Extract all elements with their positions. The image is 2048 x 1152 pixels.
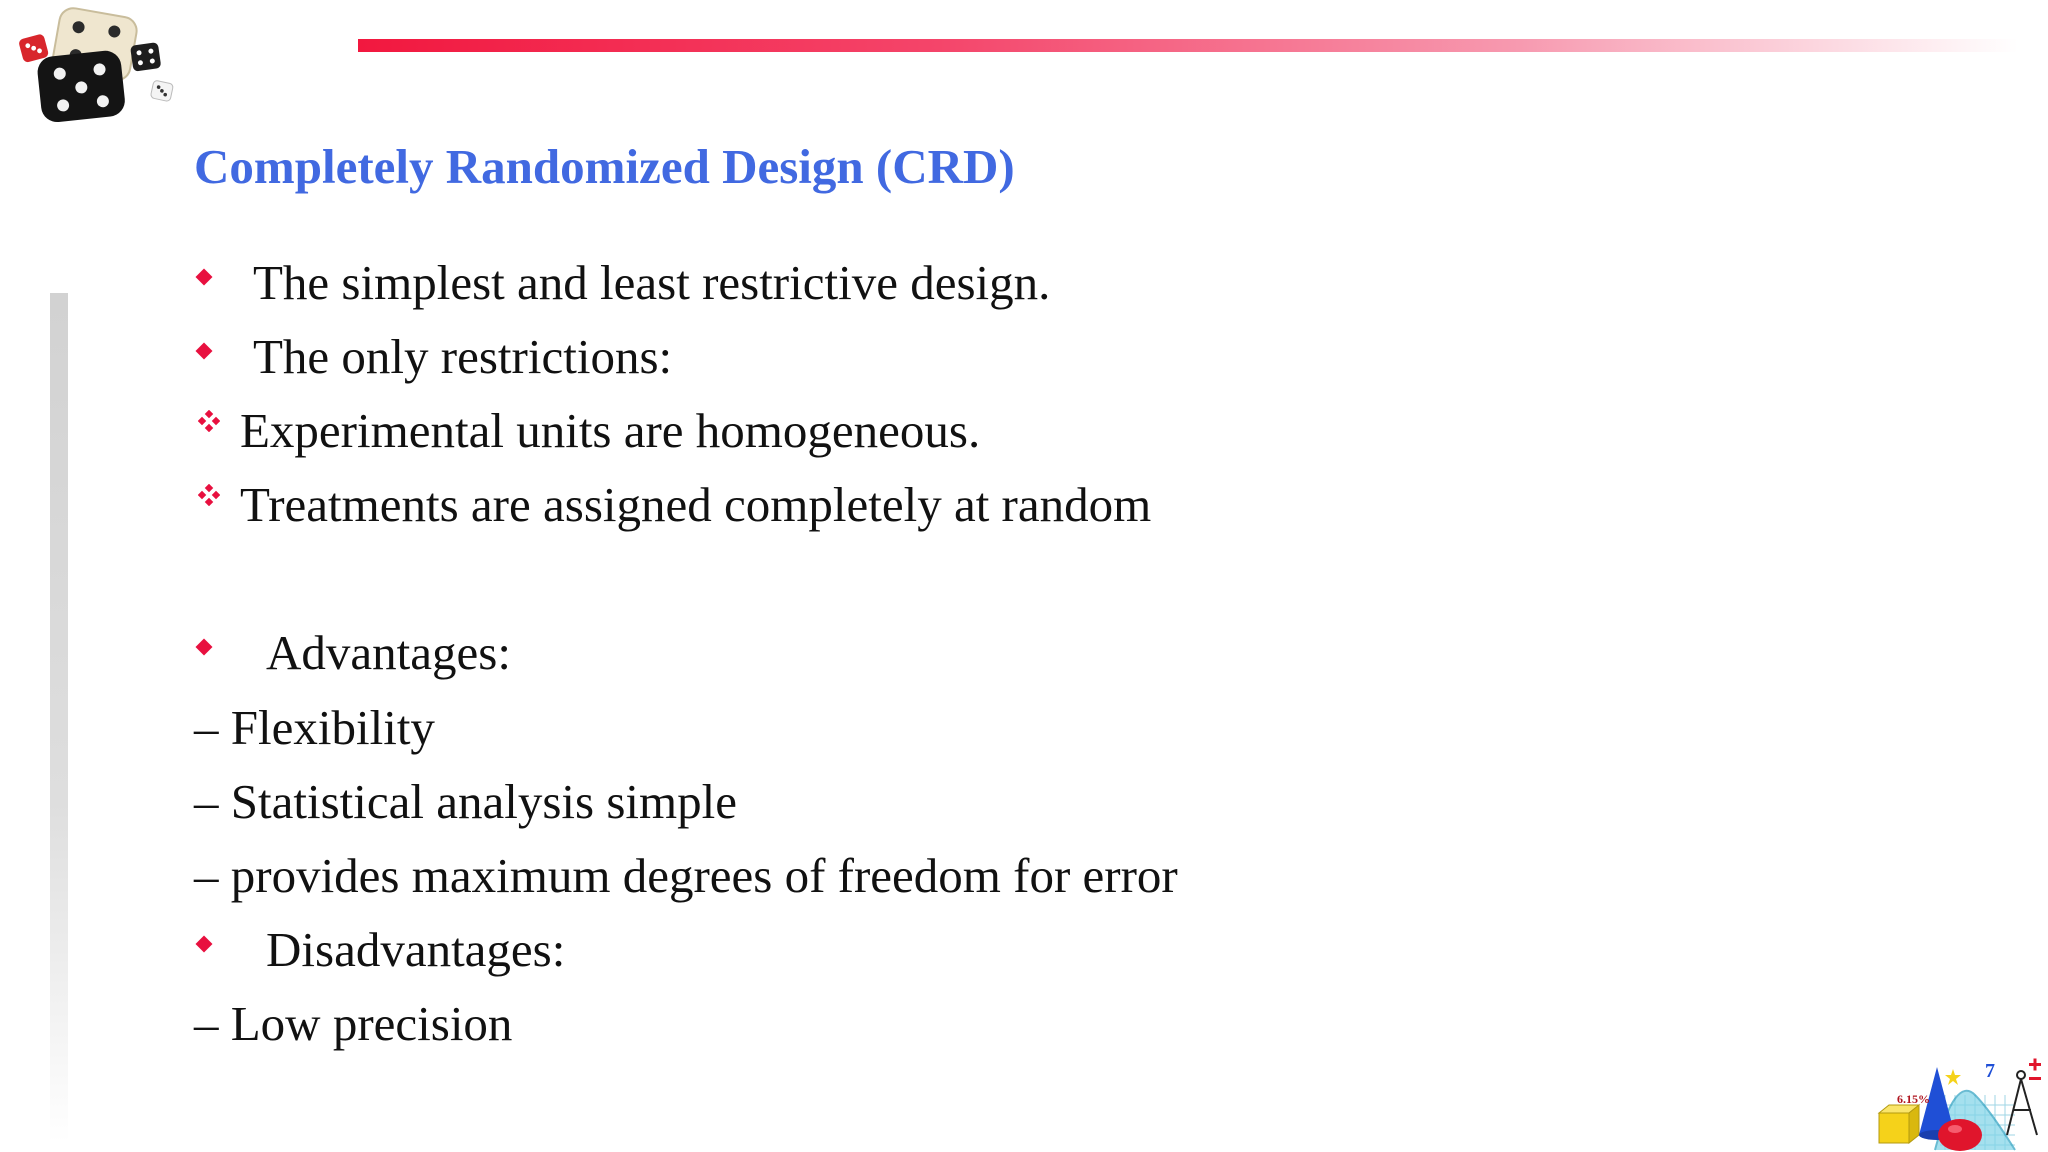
diamond-bullet-icon [196, 269, 213, 286]
math-logo-number: 7 [1985, 1060, 1995, 1082]
list-item: – Statistical analysis simple [194, 774, 738, 829]
diamond-bullet-icon [196, 639, 213, 656]
math-logo-label: 6.15% [1897, 1092, 1930, 1106]
dice-logo-icon [10, 0, 180, 130]
list-item: Disadvantages: [266, 922, 566, 977]
diamond-bullet-icon [196, 936, 213, 953]
list-item: Treatments are assigned completely at random [240, 477, 1152, 532]
math-shapes-logo-icon [1875, 1055, 2045, 1152]
list-item: – Low precision [194, 996, 513, 1051]
list-item: The only restrictions: [253, 329, 673, 384]
diamond-bullet-icon [196, 343, 213, 360]
list-item: The simplest and least restrictive design. [253, 255, 1051, 310]
list-item: Experimental units are homogeneous. [240, 403, 981, 458]
clover-bullet-icon [198, 410, 220, 432]
slide-title: Completely Randomized Design (CRD) [194, 139, 1015, 194]
list-item: – provides maximum degrees of freedom for error [194, 848, 1178, 903]
header-accent-bar [358, 39, 2018, 52]
clover-bullet-icon [198, 484, 220, 506]
list-item: Advantages: [266, 625, 511, 680]
list-item: – Flexibility [194, 700, 435, 755]
left-accent-bar [50, 293, 68, 1143]
